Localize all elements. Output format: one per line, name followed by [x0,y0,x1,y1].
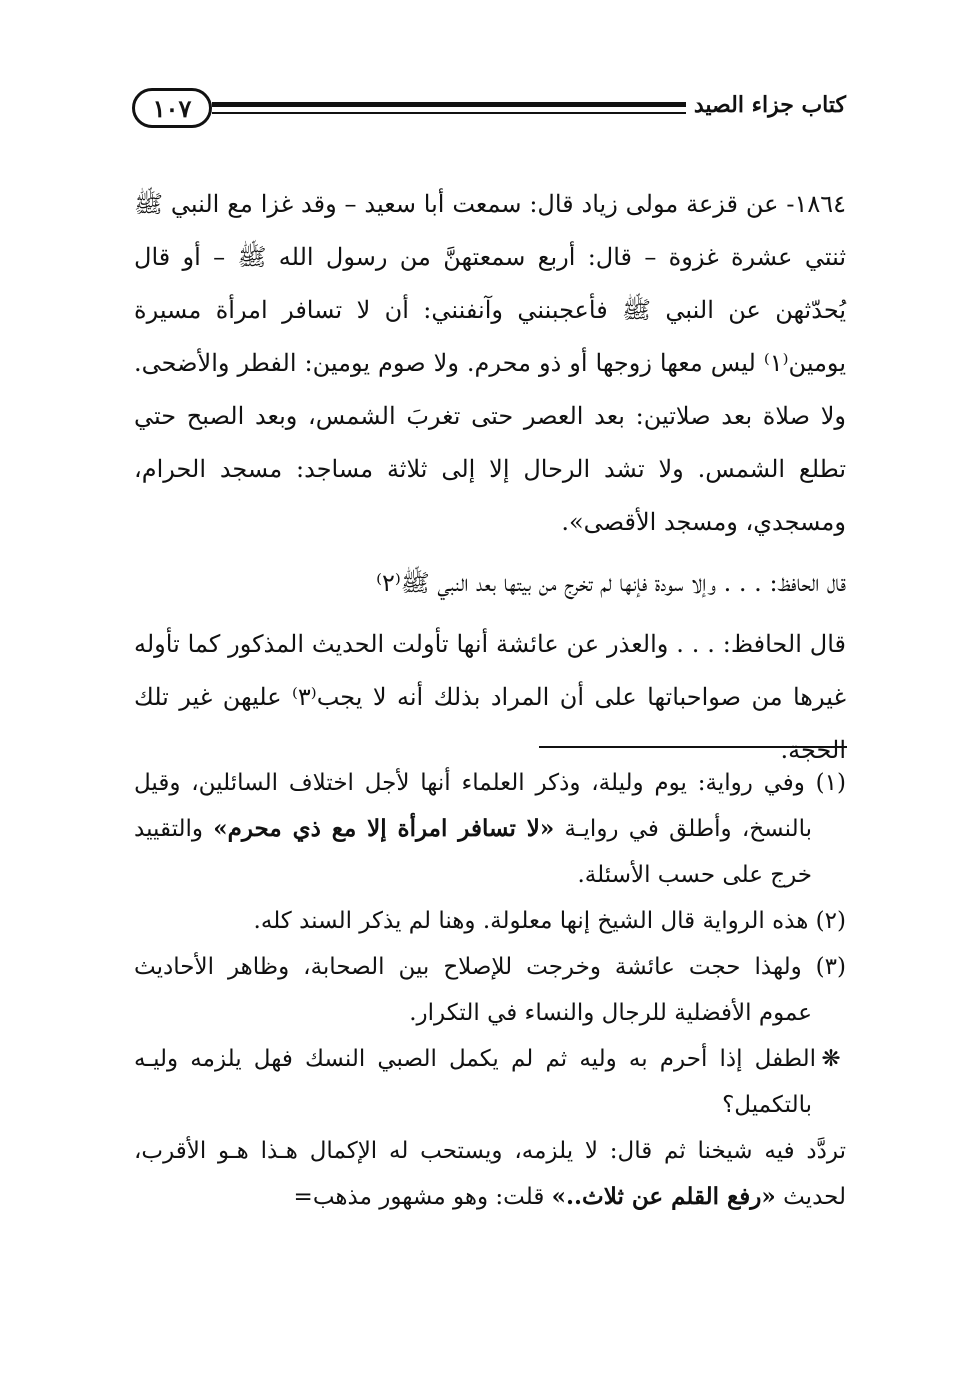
main-text [134,178,846,777]
header-rule-thin [212,112,686,114]
footnote-3-marker: (٣) [815,954,846,980]
footnote-1-quote: «لا تسافر امرأة إلا مع ذي محرم» [213,815,555,842]
footnote-1-text-b: والتقييد خرج على حسب الأسئلة. [134,816,812,888]
footnote-1-text-a: وفي رواية: يوم وليلة، وذكر العلماء أنها لأجل اختلاف السائلين، وقيل بالنسخ، وأطلق في روايـة [134,770,812,842]
hafiz-quote-2: قال الحافظ: . . . والعذر عن عائشة أنها تأولت الحديث المذكور كما تأوله غيرها من صواحباتها على أن المراد بذلك أنه لا يجب⁽٣⁾ عليهن غير تلك الحجة. [134,630,847,764]
book-title: كتاب جزاء الصيد [693,92,846,118]
asterism-icon: ❋ [821,1046,841,1072]
footnote-3 [134,944,846,1036]
footnote-3-text: ولهذا حجت عائشة وخرجت للإصلاح بين الصحابة، وظاهر الأحاديث عموم الأفضلية للرجال والنساء في التكرار. [134,954,812,1026]
answer-paragraph [134,1128,846,1220]
answer-text-b: قلت: وهو مشهور مذهب= [293,1184,552,1210]
footnote-1 [134,760,846,898]
footnote-2-text: هذه الرواية قال الشيخ إنها معلولة. وهنا لم يذكر السند كله. [253,908,809,934]
answer-quote: «رفع القلم عن ثلاث..» [551,1183,776,1210]
page-header [132,88,846,132]
page-number-badge [132,88,212,128]
page-number: ١٠٧ [152,93,192,123]
footnote-2-marker: (٢) [815,908,846,934]
footnotes [134,760,846,1220]
question-item [134,1036,846,1128]
header-rule [212,102,686,107]
hadith-paragraph: ١٨٦٤- عن قزعة مولى زياد قال: سمعت أبا سعيد – وقد غزا مع النبي ﷺ ثنتي عشرة غزوة – قال: أربع سمعتهنَّ من رسول الله ﷺ – أو قال يُحدّثهن عن النبي ﷺ فأعجبنني وآنفنني: أن لا تسافر امرأة مسيرة يومين⁽١⁾ ليس معها زوجها أو ذو محرم. ولا صوم يومين: الفطر والأضحى. ولا صلاة بعد صلاتين: بعد العصر حتى تغربَ الشمس، وبعد الصبح حتي تطلع الشمس. ولا تشد الرحال إلا إلى ثلاثة مساجد: مسجد الحرام، ومسجدي، ومسجد الأقصى». [134,190,847,536]
question-text: الطفل إذا أحرم به وليه ثم لم يكمل الصبي النسك فهل يلزمه وليـه بالتكميل؟ [134,1046,816,1118]
answer-text-a: تردَّد فيه شيخنا ثم قال: لا يلزمه، ويستحب له الإكمال هـذا هـو الأقرب، لحديث [134,1138,846,1210]
footnote-divider [539,746,847,748]
footnote-2 [134,898,846,944]
hafiz-quote-1: قال الحافظ: . . . وإلا سودة فإنها لم تخرج من بيتها بعد النبي ﷺ⁽٢⁾ [376,569,846,597]
footnote-1-marker: (١) [815,770,846,796]
